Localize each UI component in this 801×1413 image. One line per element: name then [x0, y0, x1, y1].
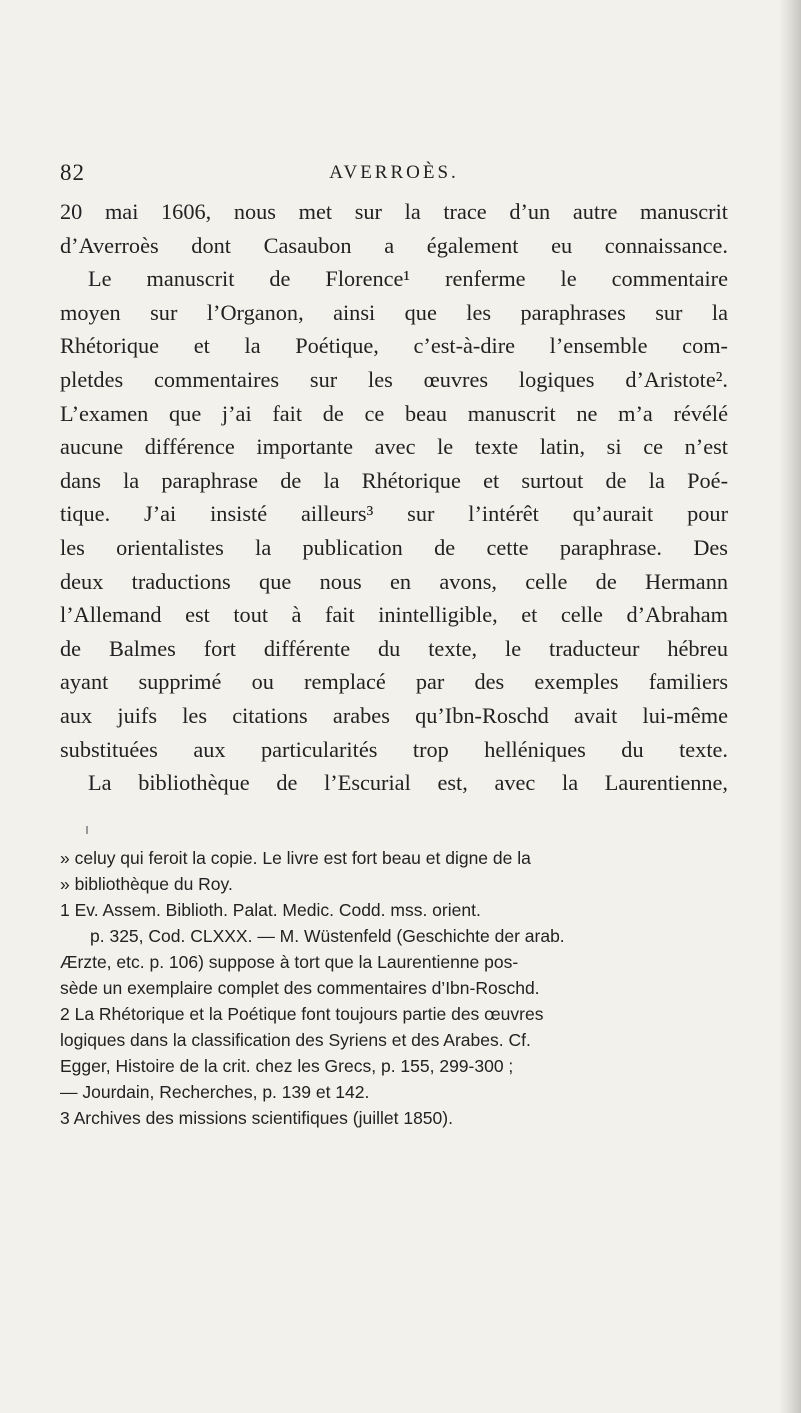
body-line: deux traductions que nous en avons, celle de Hermann [60, 568, 728, 594]
footnote-line: » celuy qui feroit la copie. Le livre est fort beau et digne de la [60, 848, 531, 868]
body-line: moyen sur l’Organon, ainsi que les paraphrases sur la [60, 299, 728, 325]
body-line: dans la paraphrase de la Rhétorique et surtout de la Poé- [60, 467, 728, 493]
footnote-line: 2 La Rhétorique et la Poétique font toujours partie des œuvres [60, 1004, 544, 1024]
body-line: tique. J’ai insisté ailleurs³ sur l’intérêt qu’aurait pour [60, 501, 728, 527]
body-line: aux juifs les citations arabes qu’Ibn-Roschd avait lui-même [60, 702, 728, 728]
page-edge-shadow [779, 0, 801, 1413]
footnote-line: Ærzte, etc. p. 106) suppose à tort que la Laurentienne pos- [60, 952, 519, 972]
footnote-line: sède un exemplaire complet des commentaires d’Ibn-Roschd. [60, 978, 540, 998]
footnote-line: — Jourdain, Recherches, p. 139 et 142. [60, 1082, 370, 1102]
body-line: l’Allemand est tout à fait inintelligible, et celle d’Abraham [60, 602, 728, 628]
footnote-line: » bibliothèque du Roy. [60, 874, 233, 894]
footnote-line: logiques dans la classification des Syriens et des Arabes. Cf. [60, 1030, 531, 1050]
body-line: les orientalistes la publication de cette paraphrase. Des [60, 534, 728, 560]
body-line: d’Averroès dont Casaubon a également eu connaissance. [60, 232, 728, 258]
footnote-line: 1 Ev. Assem. Biblioth. Palat. Medic. Codd. mss. orient. [60, 900, 481, 920]
footnotes [60, 845, 728, 1131]
body-line: Rhétorique et la Poétique, c’est-à-dire l’ensemble com- [60, 333, 728, 359]
body-line: Le manuscrit de Florence¹ renferme le commentaire [88, 266, 728, 292]
page-number: 82 [60, 160, 85, 185]
body-line: La bibliothèque de l’Escurial est, avec la Laurentienne, [88, 770, 728, 796]
footnote-line: 3 Archives des missions scientifiques (juillet 1850). [60, 1108, 453, 1128]
footnote-separator-mark [86, 826, 88, 834]
body-line: L’examen que j’ai fait de ce beau manuscrit ne m’a révélé [60, 400, 728, 426]
body-line: 20 mai 1606, nous met sur la trace d’un autre manuscrit [60, 199, 728, 224]
body-line: ayant supprimé ou remplacé par des exemples familiers [60, 669, 728, 695]
body-line: substituées aux particularités trop helléniques du texte. [60, 736, 728, 762]
body-line: de Balmes fort différente du texte, le traducteur hébreu [60, 635, 728, 661]
running-title: AVERROÈS. [329, 162, 459, 183]
body-line: pletdes commentaires sur les œuvres logiques d’Aristote². [60, 366, 728, 392]
body-line: aucune différence importante avec le texte latin, si ce n’est [60, 434, 728, 460]
footnote-line: Egger, Histoire de la crit. chez les Grecs, p. 155, 299-300 ; [60, 1056, 514, 1076]
page-header [60, 160, 728, 190]
body-text [60, 195, 728, 800]
footnote-line: p. 325, Cod. CLXXX. — M. Wüstenfeld (Geschichte der arab. [90, 926, 565, 946]
